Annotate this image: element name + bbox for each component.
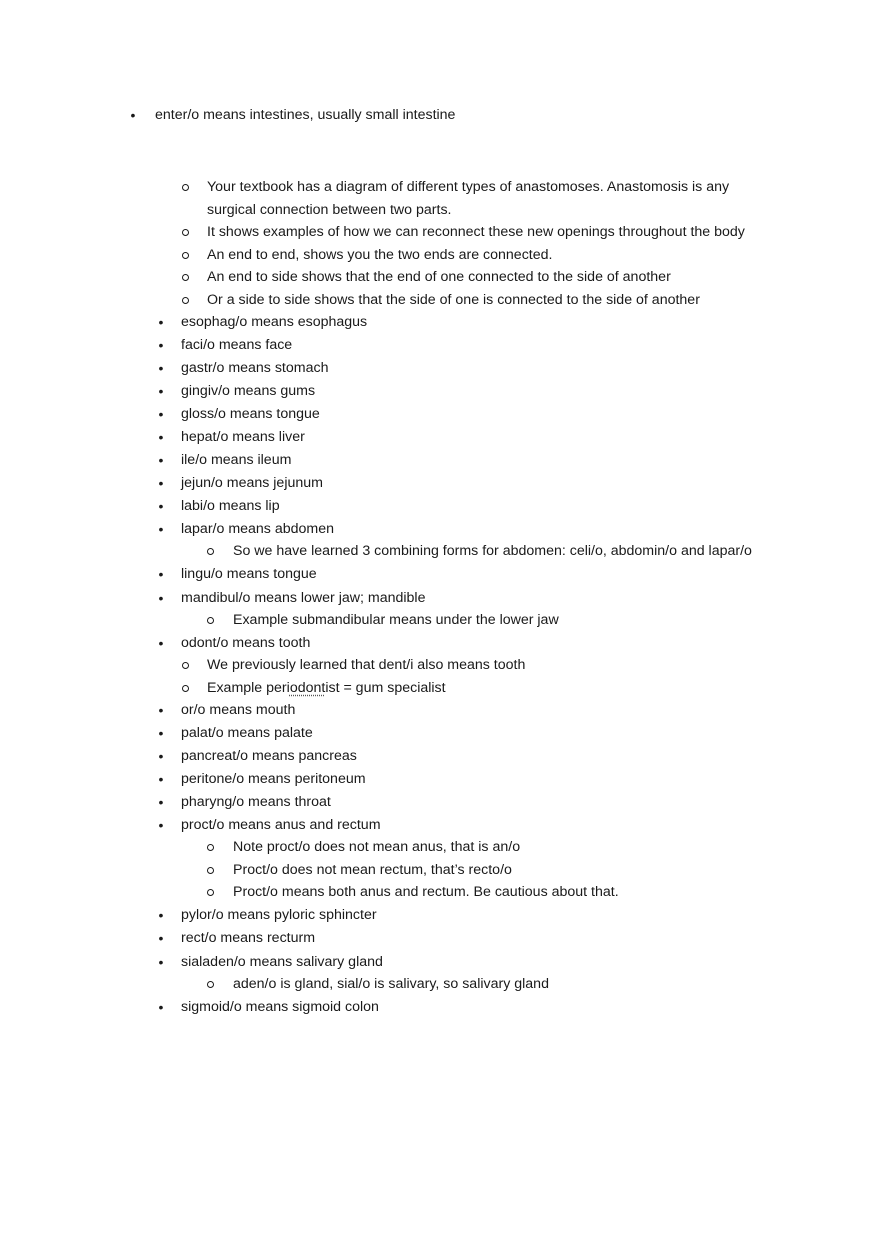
list-item: hepat/o means liver (181, 429, 305, 445)
bullet-icon: • (158, 725, 164, 741)
bullet-icon: • (158, 406, 164, 422)
bullet-icon: • (158, 999, 164, 1015)
list-item: We previously learned that dent/i also means tooth (207, 657, 526, 673)
list-item: Your textbook has a diagram of different types of anastomoses. Anastomosis is any (207, 179, 730, 195)
list-item: or/o means mouth (181, 702, 296, 718)
list-item: Proct/o means both anus and rectum. Be cautious about that. (233, 884, 619, 900)
bullet-icon: • (158, 452, 164, 468)
list-item: proct/o means anus and rectum (181, 817, 381, 833)
bullet-icon: • (158, 590, 164, 606)
list-item: So we have learned 3 combining forms for abdomen: celi/o, abdomin/o and lapar/o (233, 543, 752, 559)
bullet-icon: • (158, 521, 164, 537)
circle-bullet-icon (207, 548, 214, 555)
bullet-icon: • (158, 566, 164, 582)
list-item: pancreat/o means pancreas (181, 748, 357, 764)
bullet-icon: • (158, 794, 164, 810)
bullet-icon: • (158, 907, 164, 923)
bullet-icon: • (158, 702, 164, 718)
bullet-icon: • (158, 360, 164, 376)
list-item: lingu/o means tongue (181, 566, 317, 582)
list-item: sigmoid/o means sigmoid colon (181, 999, 379, 1015)
bullet-icon: • (130, 107, 136, 123)
list-item: lapar/o means abdomen (181, 521, 335, 537)
list-item: labi/o means lip (181, 498, 280, 514)
circle-bullet-icon (182, 252, 189, 259)
circle-bullet-icon (207, 617, 214, 624)
circle-bullet-icon (207, 867, 214, 874)
list-item-text-post: ist = gum specialist (325, 680, 446, 696)
bullet-icon: • (158, 771, 164, 787)
bullet-icon: • (158, 314, 164, 330)
circle-bullet-icon (182, 297, 189, 304)
list-item: odont/o means tooth (181, 635, 311, 651)
list-item: Or a side to side shows that the side of one is connected to the side of another (207, 292, 700, 308)
list-item: pharyng/o means throat (181, 794, 331, 810)
list-item: peritone/o means peritoneum (181, 771, 366, 787)
circle-bullet-icon (207, 844, 214, 851)
list-item-continuation: surgical connection between two parts. (207, 202, 452, 218)
list-item: faci/o means face (181, 337, 293, 353)
bullet-icon: • (158, 337, 164, 353)
circle-bullet-icon (207, 981, 214, 988)
list-item (207, 678, 446, 698)
circle-bullet-icon (182, 274, 189, 281)
list-item: esophag/o means esophagus (181, 314, 368, 330)
list-item: gastr/o means stomach (181, 360, 329, 376)
list-item: mandibul/o means lower jaw; mandible (181, 590, 426, 606)
list-item: enter/o means intestines, usually small intestine (155, 107, 456, 123)
list-item: rect/o means recturm (181, 930, 316, 946)
bullet-icon: • (158, 429, 164, 445)
bullet-icon: • (158, 930, 164, 946)
list-item: Proct/o does not mean rectum, that’s recto/o (233, 862, 512, 878)
bullet-icon: • (158, 498, 164, 514)
circle-bullet-icon (182, 229, 189, 236)
spellcheck-underlined-word: odont (289, 680, 326, 696)
list-item: gingiv/o means gums (181, 383, 316, 399)
list-item: gloss/o means tongue (181, 406, 320, 422)
list-item: Note proct/o does not mean anus, that is an/o (233, 839, 521, 855)
list-item: palat/o means palate (181, 725, 313, 741)
list-item: Example submandibular means under the lower jaw (233, 612, 559, 628)
list-item-text-pre: Example peri (207, 680, 290, 696)
bullet-icon: • (158, 635, 164, 651)
circle-bullet-icon (182, 662, 189, 669)
bullet-icon: • (158, 817, 164, 833)
circle-bullet-icon (182, 685, 189, 692)
bullet-icon: • (158, 954, 164, 970)
list-item: pylor/o means pyloric sphincter (181, 907, 377, 923)
list-item: ile/o means ileum (181, 452, 292, 468)
list-item: It shows examples of how we can reconnect these new openings throughout the body (207, 224, 745, 240)
circle-bullet-icon (207, 889, 214, 896)
bullet-icon: • (158, 475, 164, 491)
list-item: sialaden/o means salivary gland (181, 954, 383, 970)
list-item: An end to side shows that the end of one connected to the side of another (207, 269, 671, 285)
list-item: An end to end, shows you the two ends are connected. (207, 247, 553, 263)
list-item: jejun/o means jejunum (181, 475, 323, 491)
circle-bullet-icon (182, 184, 189, 191)
bullet-icon: • (158, 748, 164, 764)
bullet-icon: • (158, 383, 164, 399)
list-item: aden/o is gland, sial/o is salivary, so salivary gland (233, 976, 549, 992)
